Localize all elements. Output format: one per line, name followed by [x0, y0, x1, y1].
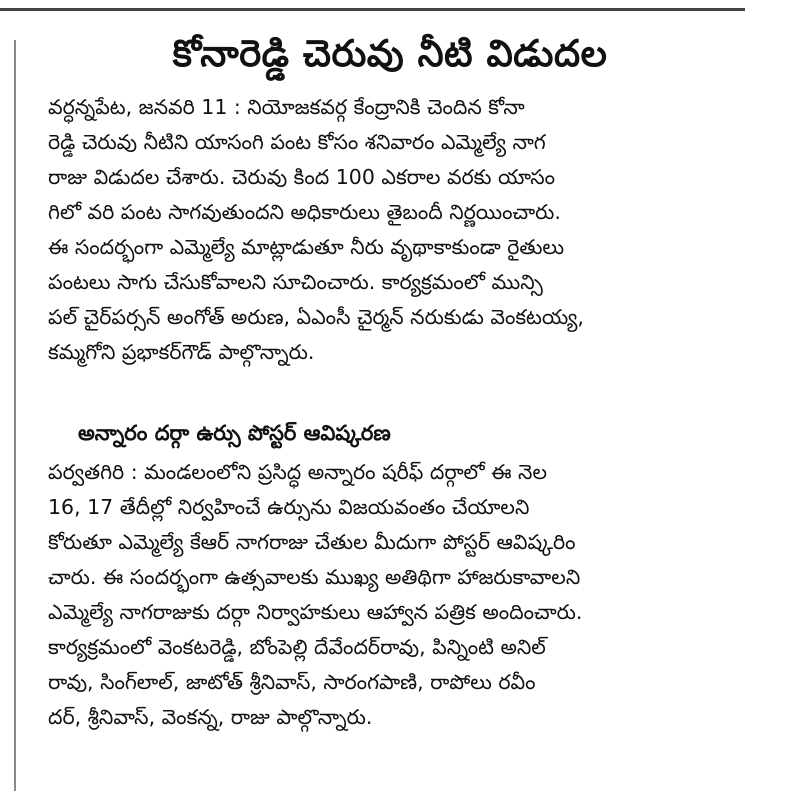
top-divider-rule [0, 8, 745, 11]
article-1-line: రాజు విడుదల చేశారు. చెరువు కింద 100 ఎకరాల వరకు యాసం [48, 165, 556, 189]
article-body-2 [48, 455, 748, 735]
article-1-line: వర్ధన్నపేట, జనవరి 11 : నియోజకవర్గ కేంద్రానికి చెందిన కోనా [48, 95, 525, 119]
article-2-line: పర్వతగిరి : మండలంలోని ప్రసిద్ధ అన్నారం షరీఫ్ దర్గాలో ఈ నెల [48, 460, 547, 484]
article-1-line: పల్ చైర్‌పర్సన్ అంగోత్ అరుణ, ఏఎంసీ చైర్మన్ నరుకుడు వెంకటయ్య, [48, 305, 584, 329]
article-body-1 [48, 90, 748, 370]
subheadline: అన్నారం దర్గా ఉర్సు పోస్టర్ ఆవిష్కరణ [78, 421, 391, 445]
article-2-line: రావు, సింగ్‌లాల్, జాటోత్ శ్రీనివాస్, సారంగపాణి, రాపోలు రవీం [48, 670, 536, 694]
article-1-line: పంటలు సాగు చేసుకోవాలని సూచించారు. కార్యక్రమంలో మున్సి [48, 270, 543, 294]
article-2-line: చారు. ఈ సందర్భంగా ఉత్సవాలకు ముఖ్య అతిథిగా హాజరుకావాలని [48, 565, 581, 589]
article-2-line: 16, 17 తేదీల్లో నిర్వహించే ఉర్సును విజయవంతం చేయాలని [48, 495, 530, 519]
article-1-line: ఈ సందర్భంగా ఎమ్మెల్యే మాట్లాడుతూ నీరు వృథాకాకుండా రైతులు [48, 235, 565, 259]
article-1-line: గిలో వరి పంట సాగవుతుందని అధికారులు తైబందీ నిర్ణయించారు. [48, 200, 561, 224]
article-2-line: కోరుతూ ఎమ్మెల్యే కేఆర్ నాగరాజు చేతుల మీదుగా పోస్టర్ ఆవిష్కరిం [48, 530, 576, 554]
article-1-line: రెడ్డి చెరువు నీటిని యాసంగి పంట కోసం శనివారం ఎమ్మెల్యే నాగ [48, 130, 546, 154]
article-2-line: ఎమ్మెల్యే నాగరాజుకు దర్గా నిర్వాహకులు ఆహ్వాన పత్రిక అందించారు. [48, 600, 583, 624]
left-column-rule [14, 40, 16, 791]
article-2-line: దర్, శ్రీనివాస్, వెంకన్న, రాజు పాల్గొన్నారు. [48, 705, 373, 729]
headline: కోనారెడ్డి చెరువు నీటి విడుదల [172, 32, 608, 75]
article-1-line: కమ్మగోని ప్రభాకర్‌గౌడ్ పాల్గొన్నారు. [48, 340, 315, 364]
article-2-line: కార్యక్రమంలో వెంకటరెడ్డి, బోంపెల్లి దేవేందర్‌రావు, పిన్నింటి అనిల్ [48, 635, 546, 659]
